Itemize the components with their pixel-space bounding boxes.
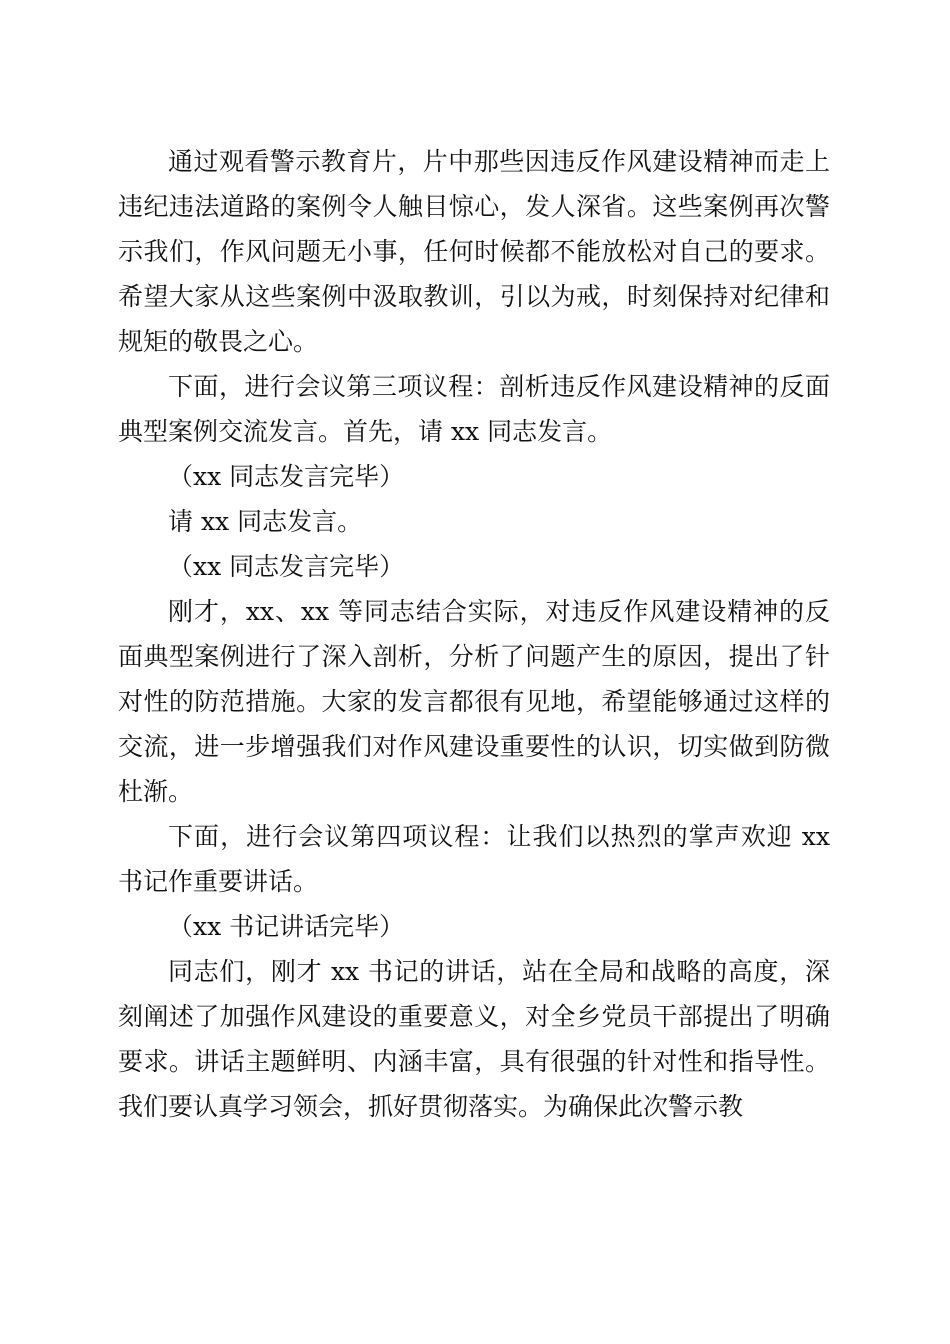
paragraph-agenda-item-three: 下面，进行会议第三项议程：剖析违反作风建设精神的反面典型案例交流发言。首先，请 xx 同志发言。 bbox=[118, 372, 830, 446]
paragraph-next-speaker: 请 xx 同志发言。 bbox=[168, 507, 363, 536]
paragraph-speech-finished-2: （xx 同志发言完毕） bbox=[168, 552, 405, 581]
paragraph-closing-remarks: 同志们，刚才 xx 书记的讲话，站在全局和战略的高度，深刻阐述了加强作风建设的重要意义，对全乡党员干部提出了明确要求。讲话主题鲜明、内涵丰富，具有很强的针对性和指导性。我们要认真学习领会，抓好贯彻落实。为确保此次警示教 bbox=[118, 957, 830, 1121]
paragraph-speech-finished-1: （xx 同志发言完毕） bbox=[168, 462, 405, 491]
document-body bbox=[118, 139, 830, 1129]
paragraph-agenda-item-four: 下面，进行会议第四项议程：让我们以热烈的掌声欢迎 xx 书记作重要讲话。 bbox=[118, 822, 830, 896]
paragraph-speech-summary: 刚才，xx、xx 等同志结合实际，对违反作风建设精神的反面典型案例进行了深入剖析，分析了问题产生的原因，提出了针对性的防范措施。大家的发言都很有见地，希望能够通过这样的交流，进一步增强我们对作风建设重要性的认识，切实做到防微杜渐。 bbox=[118, 597, 830, 806]
paragraph-secretary-speech-finished: （xx 书记讲话完毕） bbox=[168, 912, 405, 941]
paragraph-warning-film: 通过观看警示教育片，片中那些因违反作风建设精神而走上违纪违法道路的案例令人触目惊心，发人深省。这些案例再次警示我们，作风问题无小事，任何时候都不能放松对自己的要求。希望大家从这些案例中汲取教训，引以为戒，时刻保持对纪律和规矩的敬畏之心。 bbox=[118, 147, 830, 356]
